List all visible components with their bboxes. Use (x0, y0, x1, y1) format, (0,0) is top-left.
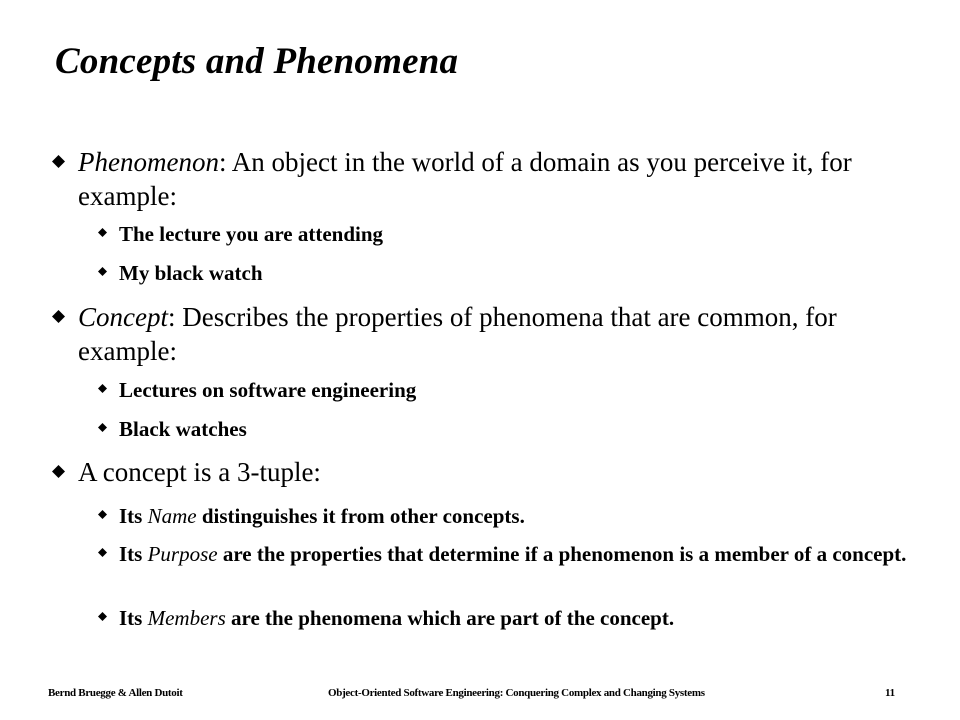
bullet-item-tuple (50, 455, 910, 489)
diamond-bullet-icon (52, 310, 65, 323)
diamond-bullet-icon (98, 228, 107, 237)
diamond-bullet-icon (52, 155, 65, 168)
term-name: Name (147, 504, 197, 528)
sub-text-rest: are the properties that determine if a phenomenon is a member of a concept. (217, 542, 907, 566)
sub-bullet-item (96, 260, 916, 286)
sub-text-rest: are the phenomena which are part of the concept. (225, 606, 675, 630)
sub-bullet-text: The lecture you are attending (119, 222, 384, 246)
bullet-text: : An object in the world of a domain as you perceive it, for example: (78, 147, 852, 211)
sub-bullet-text: My black watch (119, 261, 263, 285)
sub-text-prefix: Its (119, 606, 148, 630)
sub-bullet-text: Lectures on software engineering (119, 378, 417, 402)
diamond-bullet-icon (98, 267, 107, 276)
sub-bullet-item (96, 541, 916, 567)
slide-title: Concepts and Phenomena (55, 41, 459, 82)
sub-bullet-item (96, 416, 916, 442)
footer-page-number: 11 (885, 687, 895, 699)
diamond-bullet-icon (98, 548, 107, 557)
sub-bullet-text: Black watches (119, 417, 247, 441)
sub-bullet-item (96, 503, 916, 529)
term-concept: Concept (78, 302, 168, 332)
sub-bullet-item (96, 605, 916, 631)
diamond-bullet-icon (98, 423, 107, 432)
diamond-bullet-icon (98, 510, 107, 519)
sub-text-prefix: Its (119, 504, 148, 528)
diamond-bullet-icon (98, 612, 107, 621)
sub-text-prefix: Its (119, 542, 148, 566)
term-purpose: Purpose (147, 542, 218, 566)
term-members: Members (147, 606, 226, 630)
bullet-item-concept (50, 300, 910, 368)
footer-authors: Bernd Bruegge & Allen Dutoit (48, 687, 183, 699)
sub-text-rest: distinguishes it from other concepts. (196, 504, 525, 528)
bullet-item-phenomenon (50, 145, 910, 213)
diamond-bullet-icon (98, 384, 107, 393)
bullet-text: : Describes the properties of phenomena that are common, for example: (78, 302, 837, 366)
footer-book-title: Object-Oriented Software Engineering: Conquering Complex and Changing Systems (328, 687, 705, 699)
term-phenomenon: Phenomenon (78, 147, 219, 177)
bullet-text: A concept is a 3-tuple: (78, 457, 321, 487)
diamond-bullet-icon (52, 465, 65, 478)
sub-bullet-item (96, 377, 916, 403)
sub-bullet-item (96, 221, 916, 247)
